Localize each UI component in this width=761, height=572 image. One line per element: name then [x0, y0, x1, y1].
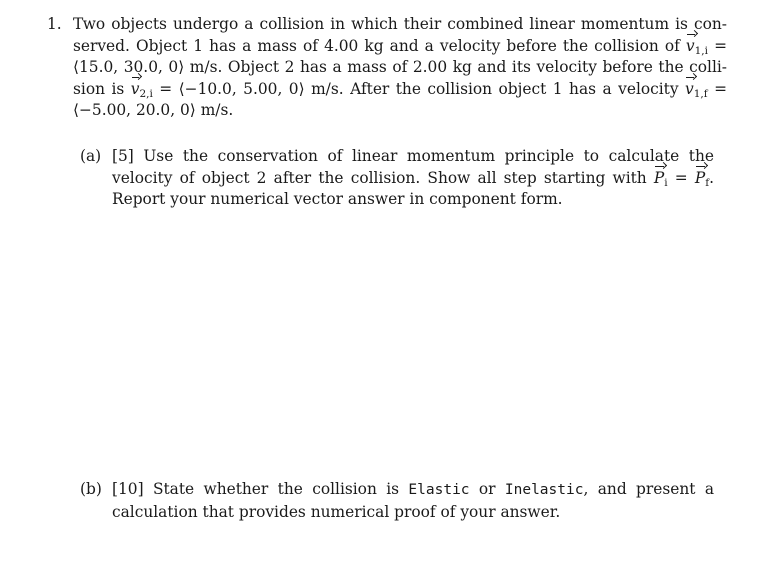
- keyword-inelastic: Inelastic: [504, 482, 584, 498]
- part-a-text-end: . Report your numerical vector answer in component form.: [112, 168, 714, 209]
- problem-line-2b: =: [708, 36, 727, 55]
- problem-line-4b: = ⟨−10.0, 5.00, 0⟩ m/s. After the collision object 1 has a velocity: [152, 79, 686, 98]
- velocity-v2i-subscript: 2,i: [139, 87, 153, 100]
- velocity-v2i-symbol: v: [131, 79, 140, 101]
- part-b-label: (b): [80, 480, 102, 498]
- problem-line-4c: =: [707, 79, 727, 98]
- keyword-elastic: Elastic: [408, 482, 470, 498]
- problem-line-4a: sion is: [73, 79, 131, 98]
- part-a: [80, 146, 714, 211]
- momentum-pi-subscript: i: [664, 176, 668, 189]
- part-a-equals: =: [667, 168, 695, 187]
- part-b-text-start: [10] State whether the collision is: [112, 480, 409, 498]
- part-a-label: (a): [80, 147, 102, 165]
- velocity-v1i-symbol: v: [686, 36, 695, 58]
- problem-line-2a: served. Object 1 has a mass of 4.00 kg and a velocity before the collision of: [73, 36, 686, 55]
- velocity-v1f-subscript: 1,f: [693, 87, 708, 100]
- part-b: [80, 479, 714, 523]
- momentum-pi-symbol: P: [654, 168, 664, 190]
- momentum-pf-subscript: f: [705, 176, 710, 189]
- velocity-v1i-subscript: 1,i: [694, 44, 709, 57]
- problem-statement: [73, 14, 727, 122]
- part-b-text-end: , and present a calculation that provides numerical proof of your answer.: [112, 480, 714, 521]
- problem-line-1: Two objects undergo a collision in which their combined linear momentum is con-: [73, 15, 727, 33]
- part-b-or: or: [469, 480, 505, 498]
- part-b-text: [112, 479, 714, 523]
- part-a-text: [112, 146, 714, 211]
- problem-line-5: ⟨−5.00, 20.0, 0⟩ m/s.: [73, 101, 234, 120]
- part-a-text-start: [5] Use the conservation of linear momentum principle to calculate the velocity of object 2 after the collision. Show all step starting with: [112, 147, 714, 187]
- problem-1: [47, 14, 727, 122]
- problem-line-3: ⟨15.0, 30.0, 0⟩ m/s. Object 2 has a mass of 2.00 kg and its velocity before the colli-: [73, 58, 727, 77]
- momentum-pf-symbol: P: [695, 168, 705, 190]
- problem-number: 1.: [47, 15, 62, 33]
- velocity-v1f-symbol: v: [685, 79, 694, 101]
